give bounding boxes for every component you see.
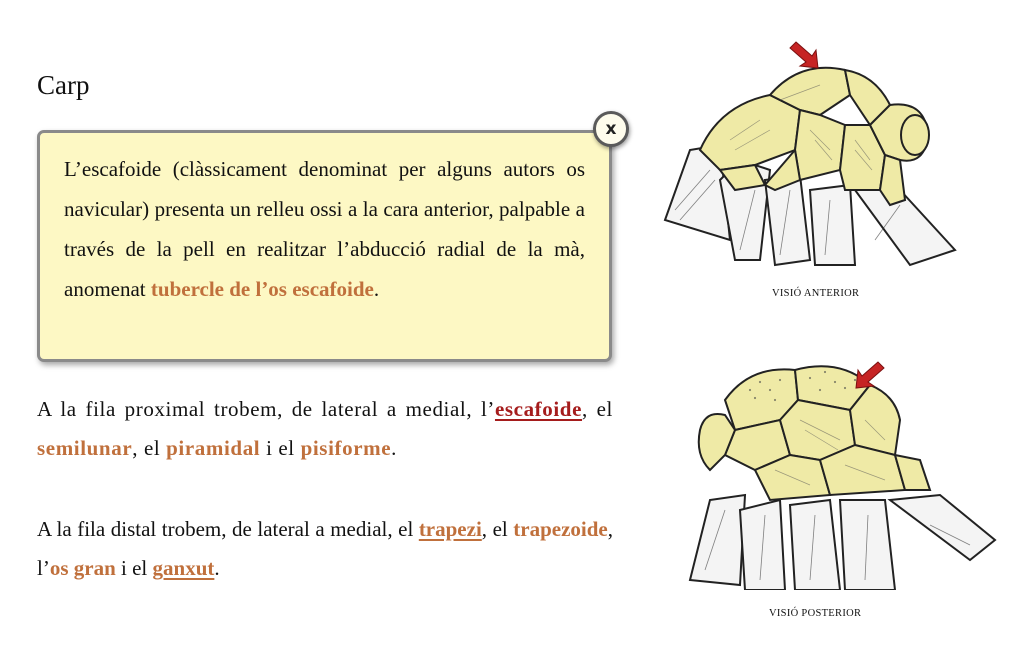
carpal-bones: [699, 366, 930, 500]
term-trapezoide[interactable]: trapezoide: [513, 517, 608, 541]
term-semilunar[interactable]: semilunar: [37, 436, 133, 460]
para2-text: A la fila distal trobem, de lateral a medial, el: [37, 517, 419, 541]
paragraph-distal-row: [37, 510, 613, 588]
wrist-posterior-illustration: [680, 360, 1000, 590]
term-trapezi[interactable]: trapezi: [418, 517, 482, 541]
popup-text-end: .: [373, 277, 380, 301]
para2-text: i el: [115, 556, 153, 580]
term-os-gran[interactable]: os gran: [49, 556, 116, 580]
popup-text: L’escafoide (clàssicament denominat per alguns autors os navicular) presenta un relleu ossi a la cara anterior, palpable a través de la pell en realitzar l’abducció radial de la mà, anomenat: [64, 157, 585, 301]
paragraph-proximal-row: [37, 390, 613, 468]
term-escafoide[interactable]: escafoide: [494, 397, 583, 421]
close-button[interactable]: [593, 111, 629, 147]
caption-anterior: VISIÓ ANTERIOR: [772, 288, 860, 299]
para2-text: , l’: [37, 517, 613, 580]
arrow-icon: [790, 42, 818, 68]
carpal-bones: [700, 68, 929, 205]
para1-text: i el: [260, 436, 301, 460]
para2-text: .: [214, 556, 220, 580]
term-pisiforme[interactable]: pisiforme: [300, 436, 392, 460]
para1-text: , el: [132, 436, 167, 460]
para1-text: , el: [582, 397, 613, 421]
arrow-icon: [856, 362, 884, 388]
info-popup: [37, 130, 612, 362]
wrist-anterior-illustration: [660, 40, 960, 270]
caption-posterior: VISIÓ POSTERIOR: [769, 608, 862, 619]
page-title: Carp: [37, 70, 90, 100]
term-piramidal[interactable]: piramidal: [166, 436, 261, 460]
para1-text: A la fila proximal trobem, de lateral a medial, l’: [37, 397, 495, 421]
para2-text: , el: [481, 517, 514, 541]
close-icon: x: [605, 119, 617, 139]
term-ganxut[interactable]: ganxut: [152, 556, 215, 580]
term-tubercle-escafoide[interactable]: tubercle de l’os escafoide: [150, 277, 374, 301]
para1-text: .: [391, 436, 397, 460]
